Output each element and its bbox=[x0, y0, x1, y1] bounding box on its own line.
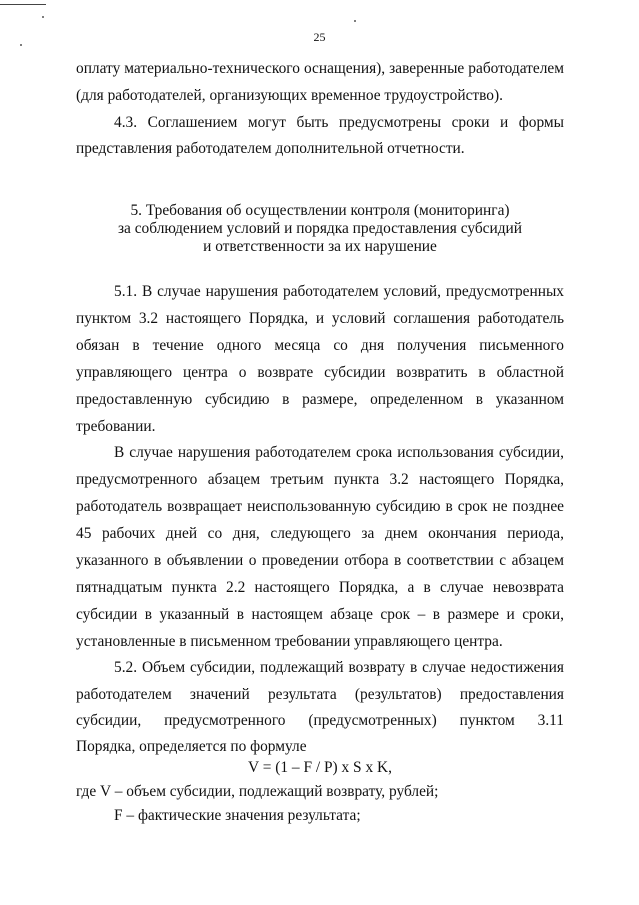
text-line: субсидии, предусмотренного (предусмотренных) пунктом 3.11 bbox=[76, 712, 564, 729]
text-line: В случае нарушения работодателем срока использования субсидии, bbox=[114, 444, 564, 461]
section-heading: и ответственности за их нарушение bbox=[203, 238, 437, 255]
text-line: пятнадцатым пункта 2.2 настоящего Порядка, а в случае невозврата bbox=[76, 579, 564, 596]
formula: V = (1 – F / P) x S x K, bbox=[248, 759, 392, 776]
text-line: оплату материально-технического оснащения), заверенные работодателем bbox=[76, 60, 564, 77]
text-line: представления работодателем дополнительной отчетности. bbox=[76, 140, 465, 157]
text-line: 4.3. Соглашением могут быть предусмотрены сроки и формы bbox=[114, 114, 564, 131]
text-line: субсидии в указанный в настоящем абзаце срок – в размере и сроки, bbox=[76, 606, 564, 623]
scan-artifact-dot bbox=[354, 20, 356, 22]
text-line: указанного в объявлении о проведении отбора в соответствии с абзацем bbox=[76, 552, 564, 569]
scan-artifact-dot bbox=[42, 16, 44, 18]
text-line: 5.1. В случае нарушения работодателем условий, предусмотренных bbox=[114, 283, 564, 300]
text-line: пунктом 3.2 настоящего Порядка, и условий соглашения работодатель bbox=[76, 310, 564, 327]
text-line: обязан в течение одного месяца со дня получения письменного bbox=[76, 337, 564, 354]
section-heading: 5. Требования об осуществлении контроля (мониторинга) bbox=[130, 202, 510, 219]
scan-artifact-line bbox=[0, 4, 46, 5]
text-line: требовании. bbox=[76, 418, 156, 435]
text-line: предусмотренного абзацем третьим пункта 3.2 настоящего Порядка, bbox=[76, 471, 564, 488]
text-line: управляющего центра о возврате субсидии возвратить в областной bbox=[76, 364, 564, 381]
text-line: 5.2. Объем субсидии, подлежащий возврату в случае недостижения bbox=[114, 659, 564, 676]
text-line: предоставленную субсидию в размере, определенном в указанном bbox=[76, 391, 564, 408]
section-heading: за соблюдением условий и порядка предоставления субсидий bbox=[117, 220, 523, 237]
text-line: Порядка, определяется по формуле bbox=[76, 738, 307, 755]
text-line: работодатель возвращает неиспользованную субсидию в срок не позднее bbox=[76, 498, 564, 515]
page-number: 25 bbox=[313, 30, 326, 44]
definition-line: F – фактические значения результата; bbox=[114, 807, 361, 824]
scan-artifact-dot bbox=[20, 44, 22, 46]
text-line: (для работодателей, организующих временное трудоустройство). bbox=[76, 87, 503, 104]
definition-line: где V – объем субсидии, подлежащий возврату, рублей; bbox=[76, 783, 439, 800]
text-line: 45 рабочих дней со дня, следующего за днем окончания периода, bbox=[76, 525, 564, 542]
text-line: работодателем значений результата (результатов) предоставления bbox=[76, 686, 564, 703]
text-line: установленные в письменном требовании управляющего центра. bbox=[76, 633, 503, 650]
